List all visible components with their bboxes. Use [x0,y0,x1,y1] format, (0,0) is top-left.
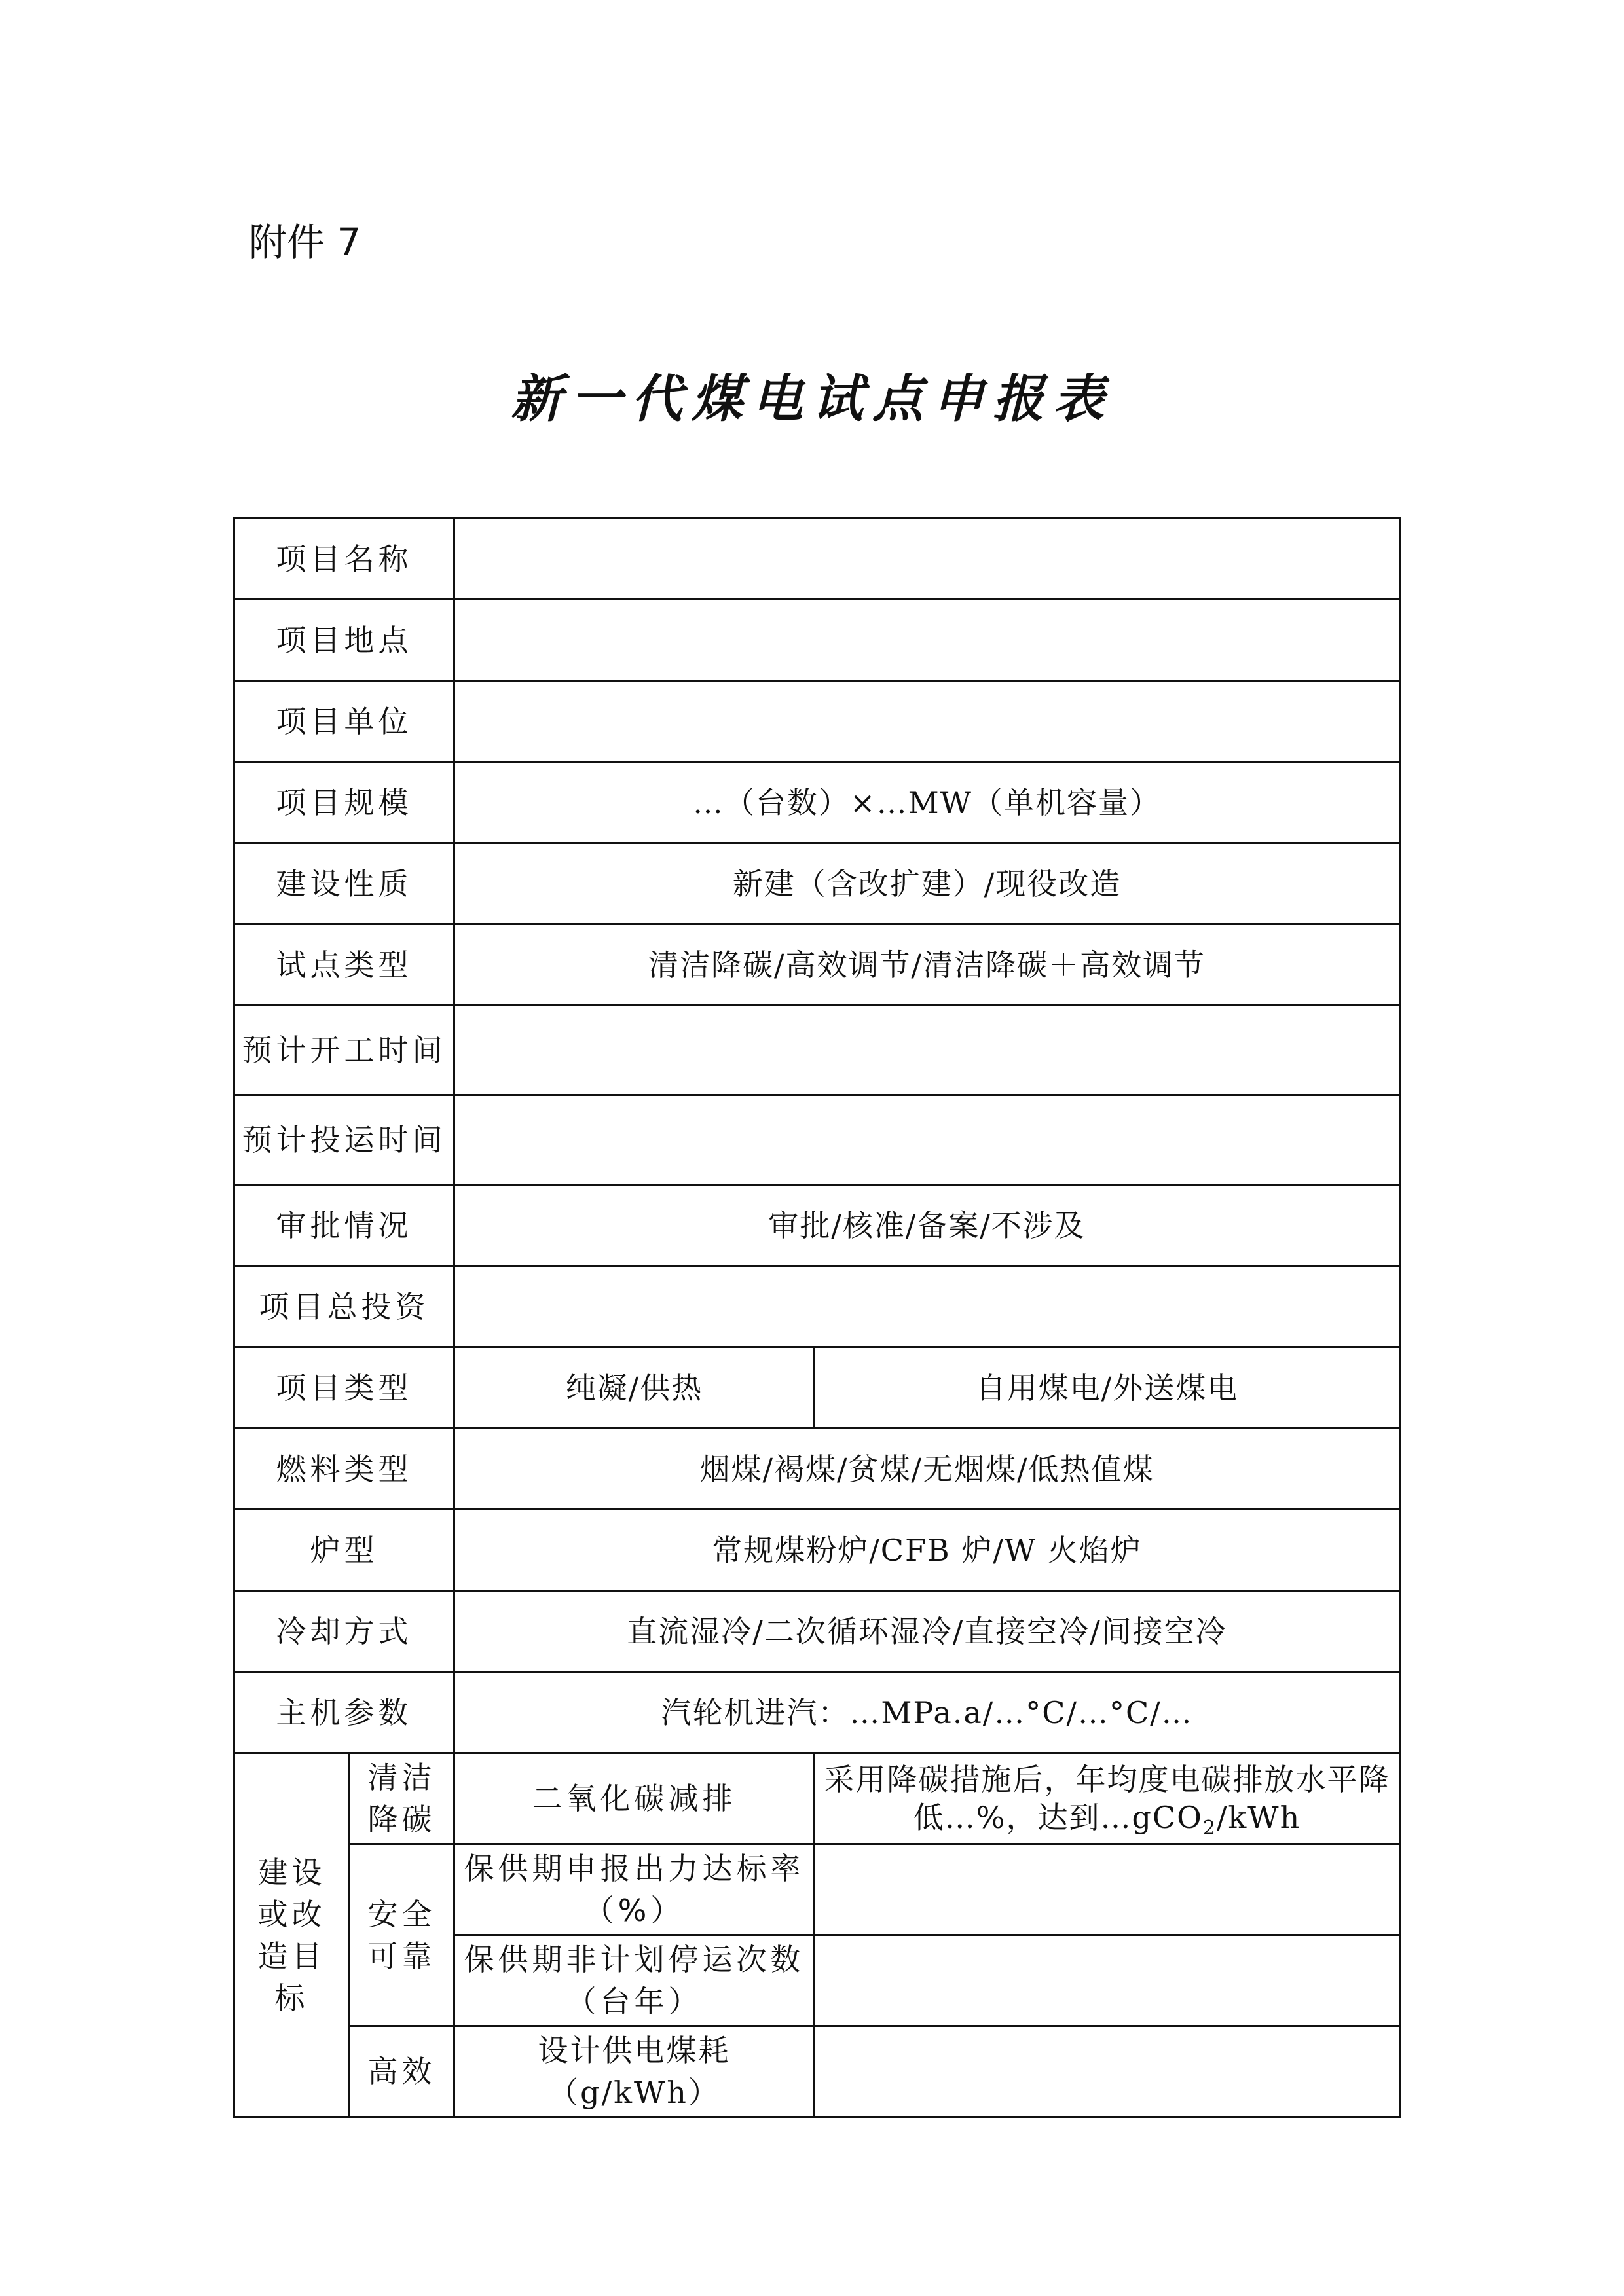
co2-value-subscript: 2 [1202,1817,1217,1840]
row-project-name [234,519,1400,600]
co2-reduction-field[interactable] [815,1753,1400,1844]
project-category-field-b[interactable]: 自用煤电/外送煤电 [815,1347,1400,1429]
planned-operation-field[interactable] [454,1095,1400,1185]
row-coal-consumption [234,2026,1400,2117]
planned-operation-label: 预计投运时间 [234,1095,454,1185]
approval-status-label: 审批情况 [234,1185,454,1266]
co2-reduction-item: 二氧化碳减排 [454,1753,815,1844]
project-category-field-a[interactable]: 纯凝/供热 [454,1347,815,1429]
project-name-label: 项目名称 [234,519,454,600]
project-unit-label: 项目单位 [234,681,454,762]
row-output-rate [234,1844,1400,1935]
furnace-type-field[interactable]: 常规煤粉炉/CFB 炉/W 火焰炉 [454,1510,1400,1591]
row-co2-reduction [234,1753,1400,1844]
row-fuel-type [234,1429,1400,1510]
clean-carbon-label: 清洁降碳 [350,1753,454,1844]
coal-consumption-item: 设计供电煤耗（g/kWh） [454,2026,815,2117]
efficiency-label: 高效 [350,2026,454,2117]
row-pilot-type [234,924,1400,1006]
row-cooling-method [234,1591,1400,1672]
project-scale-label: 项目规模 [234,762,454,843]
pilot-type-label: 试点类型 [234,924,454,1006]
safety-reliability-label: 安全可靠 [350,1844,454,2026]
row-approval-status [234,1185,1400,1266]
project-location-field[interactable] [454,600,1400,681]
co2-value-prefix: 采用降碳措施后，年均度电碳排放水平降低…%，达到…gCO [824,1762,1390,1835]
project-unit-field[interactable] [454,681,1400,762]
row-furnace-type [234,1510,1400,1591]
main-params-field[interactable]: 汽轮机进汽：…MPa.a/…°C/…°C/… [454,1672,1400,1753]
row-main-params [234,1672,1400,1753]
row-planned-start [234,1006,1400,1095]
unplanned-outage-item: 保供期非计划停运次数（台年） [454,1935,815,2026]
construction-nature-field[interactable]: 新建（含改扩建）/现役改造 [454,843,1400,924]
approval-status-field[interactable]: 审批/核准/备案/不涉及 [454,1185,1400,1266]
row-construction-nature [234,843,1400,924]
project-location-label: 项目地点 [234,600,454,681]
unplanned-outage-field[interactable] [815,1935,1400,2026]
coal-consumption-field[interactable] [815,2026,1400,2117]
row-project-scale [234,762,1400,843]
application-form-table [233,517,1401,2118]
row-total-investment [234,1266,1400,1347]
cooling-method-label: 冷却方式 [234,1591,454,1672]
form-title: 新一代煤电试点申报表 [510,369,1113,429]
row-project-category [234,1347,1400,1429]
targets-group-label: 建设或改造目标 [234,1753,350,2117]
project-scale-field[interactable]: …（台数）×…MW（单机容量） [454,762,1400,843]
output-rate-field[interactable] [815,1844,1400,1935]
pilot-type-field[interactable]: 清洁降碳/高效调节/清洁降碳＋高效调节 [454,924,1400,1006]
row-project-location [234,600,1400,681]
output-rate-item: 保供期申报出力达标率（%） [454,1844,815,1935]
planned-start-label: 预计开工时间 [234,1006,454,1095]
project-name-field[interactable] [454,519,1400,600]
total-investment-label: 项目总投资 [234,1266,454,1347]
co2-value-suffix: /kWh [1216,1800,1301,1835]
furnace-type-label: 炉型 [234,1510,454,1591]
planned-start-field[interactable] [454,1006,1400,1095]
main-params-label: 主机参数 [234,1672,454,1753]
annex-label: 附件 7 [249,220,361,264]
total-investment-field[interactable] [454,1266,1400,1347]
project-category-label: 项目类型 [234,1347,454,1429]
fuel-type-field[interactable]: 烟煤/褐煤/贫煤/无烟煤/低热值煤 [454,1429,1400,1510]
row-planned-operation [234,1095,1400,1185]
row-project-unit [234,681,1400,762]
fuel-type-label: 燃料类型 [234,1429,454,1510]
construction-nature-label: 建设性质 [234,843,454,924]
cooling-method-field[interactable]: 直流湿冷/二次循环湿冷/直接空冷/间接空冷 [454,1591,1400,1672]
